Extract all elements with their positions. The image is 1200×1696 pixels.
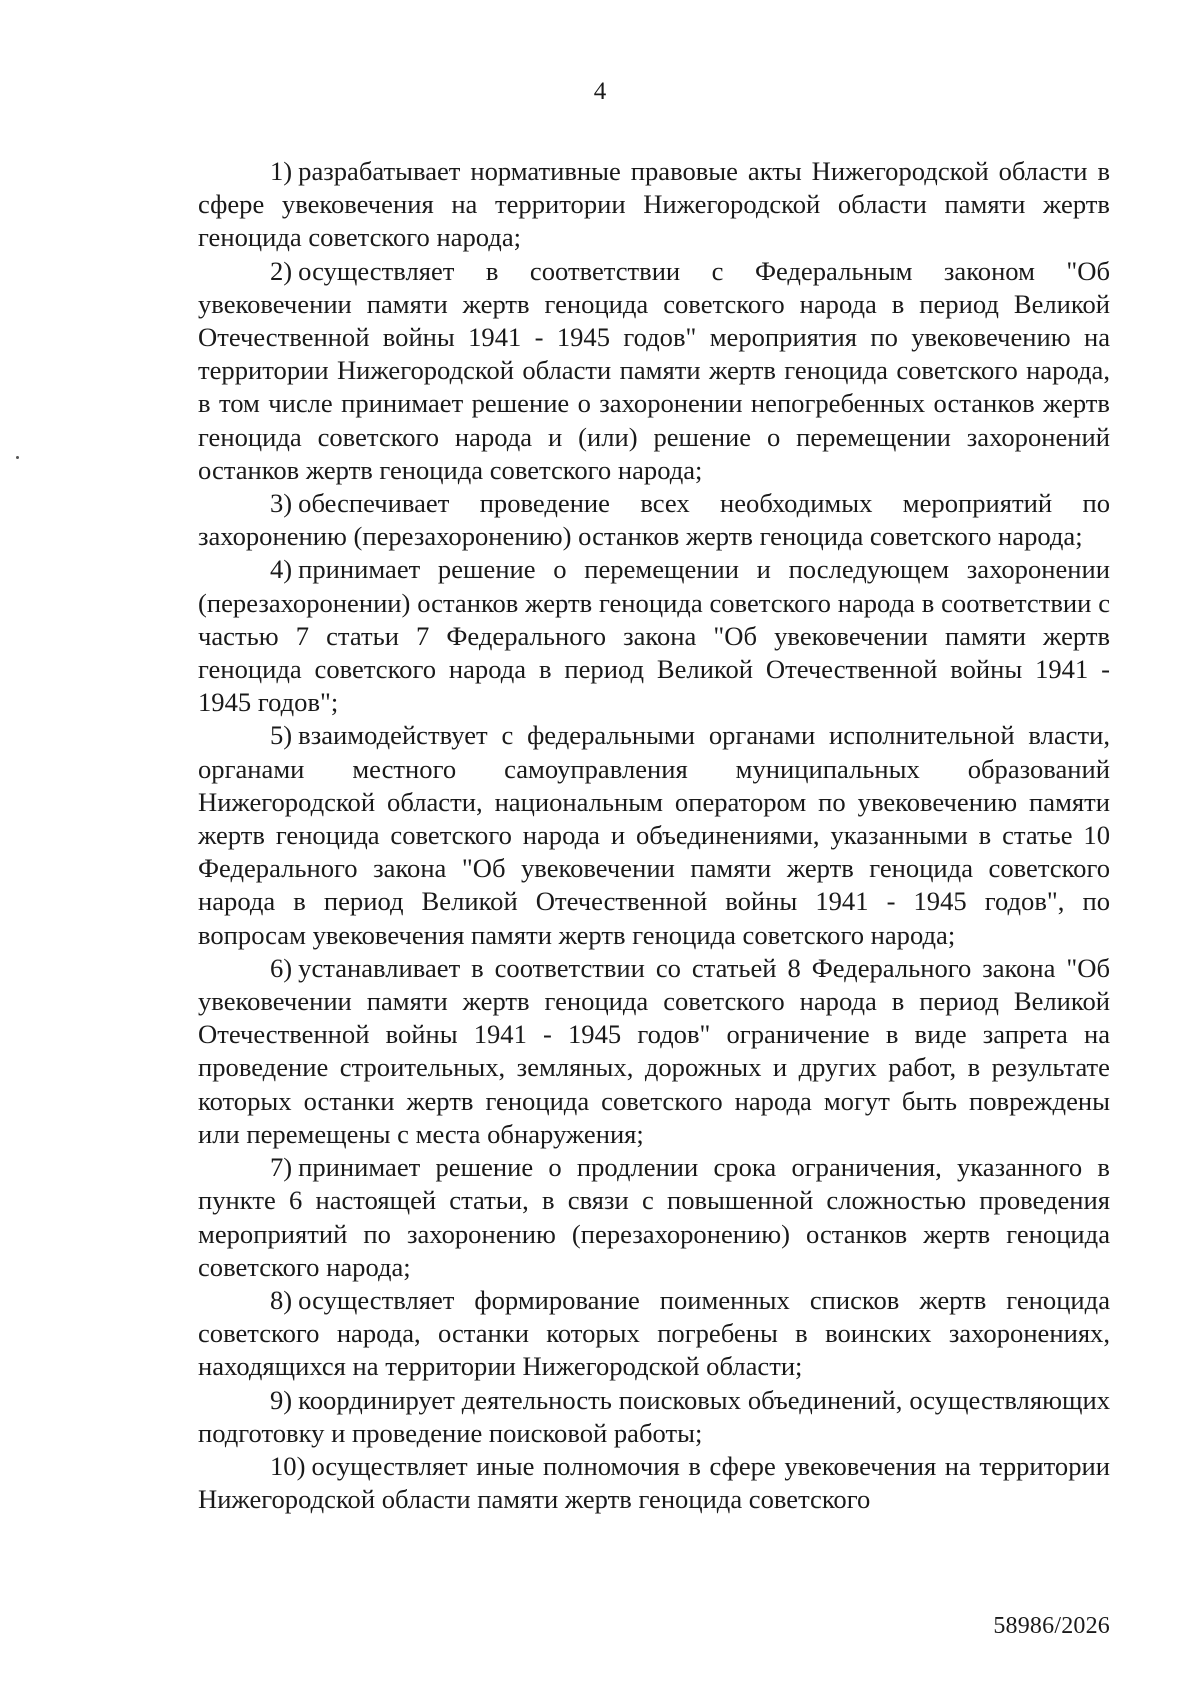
document-body bbox=[198, 155, 1110, 1516]
list-item bbox=[198, 952, 1110, 1151]
item-text: разрабатывает нормативные правовые акты Нижегородской области в сфере увековечения на территории Нижегородской области памяти жертв геноцида советского народа; bbox=[198, 156, 1110, 253]
item-number: 1) bbox=[270, 156, 293, 186]
scan-speck bbox=[16, 456, 19, 459]
item-number: 9) bbox=[270, 1384, 293, 1415]
item-number: 4) bbox=[270, 554, 293, 585]
list-item bbox=[198, 553, 1110, 719]
list-item bbox=[198, 1384, 1110, 1450]
item-text: принимает решение о продлении срока ограничения, указанного в пункте 6 настоящей статьи, в связи с повышенной сложностью проведения мероприятий по захоронению (перезахоронению) останков жертв геноцида советского народа; bbox=[198, 1152, 1110, 1282]
list-item bbox=[198, 1450, 1110, 1516]
item-number: 7) bbox=[270, 1152, 293, 1183]
list-item bbox=[198, 1284, 1110, 1384]
item-number: 5) bbox=[270, 720, 293, 751]
item-text: принимает решение о перемещении и последующем захоронении (перезахоронении) останков жертв геноцида советского народа в соответствии с частью 7 статьи 7 Федерального закона "Об увековечении памяти жертв геноцида советского народа в период Великой Отечественной войны 1941 - 1945 годов"; bbox=[198, 554, 1110, 718]
item-text: осуществляет формирование поименных списков жертв геноцида советского народа, останки которых погребены в воинских захоронениях, находящихся на территории Нижегородской области; bbox=[198, 1284, 1110, 1382]
item-number: 8) bbox=[270, 1284, 293, 1315]
list-item bbox=[198, 255, 1110, 487]
list-item bbox=[198, 719, 1110, 951]
item-number: 2) bbox=[270, 255, 293, 286]
item-number: 10) bbox=[270, 1450, 306, 1481]
list-item bbox=[198, 1151, 1110, 1284]
item-number: 3) bbox=[270, 488, 293, 519]
document-id: 58986/2026 bbox=[993, 1613, 1110, 1639]
item-text: обеспечивает проведение всех необходимых мероприятий по захоронению (перезахоронению) останков жертв геноцида советского народа; bbox=[198, 488, 1110, 552]
item-text: координирует деятельность поисковых объединений, осуществляющих подготовку и проведение поисковой работы; bbox=[198, 1384, 1110, 1448]
item-number: 6) bbox=[270, 952, 293, 983]
item-text: осуществляет в соответствии с Федеральным законом "Об увековечении памяти жертв геноцида советского народа в период Великой Отечественной войны 1941 - 1945 годов" мероприятия по увековечению на территории Нижегородской области памяти жертв геноцида советского народа, в том числе принимает решение о захоронении непогребенных останков жертв геноцида советского народа и (или) решение о перемещении захоронений останков жертв геноцида советского народа; bbox=[198, 255, 1110, 485]
page-number: 4 bbox=[593, 78, 607, 105]
item-text: устанавливает в соответствии со статьей 8 Федерального закона "Об увековечении памяти жертв геноцида советского народа в период Великой Отечественной войны 1941 - 1945 годов" ограничение в виде запрета на проведение строительных, земляных, дорожных и других работ, в результате которых останки жертв геноцида советского народа могут быть повреждены или перемещены с места обнаружения; bbox=[198, 952, 1110, 1149]
list-item bbox=[198, 487, 1110, 553]
item-text: взаимодействует с федеральными органами исполнительной власти, органами местного самоуправления муниципальных образований Нижегородской области, национальным оператором по увековечению памяти жертв геноцида советского народа и объединениями, указанными в статье 10 Федерального закона "Об увековечении памяти жертв геноцида советского народа в период Великой Отечественной войны 1941 - 1945 годов", по вопросам увековечения памяти жертв геноцида советского народа; bbox=[198, 720, 1110, 950]
item-text: осуществляет иные полномочия в сфере увековечения на территории Нижегородской области памяти жертв геноцида советского bbox=[198, 1450, 1110, 1515]
list-item bbox=[198, 155, 1110, 255]
